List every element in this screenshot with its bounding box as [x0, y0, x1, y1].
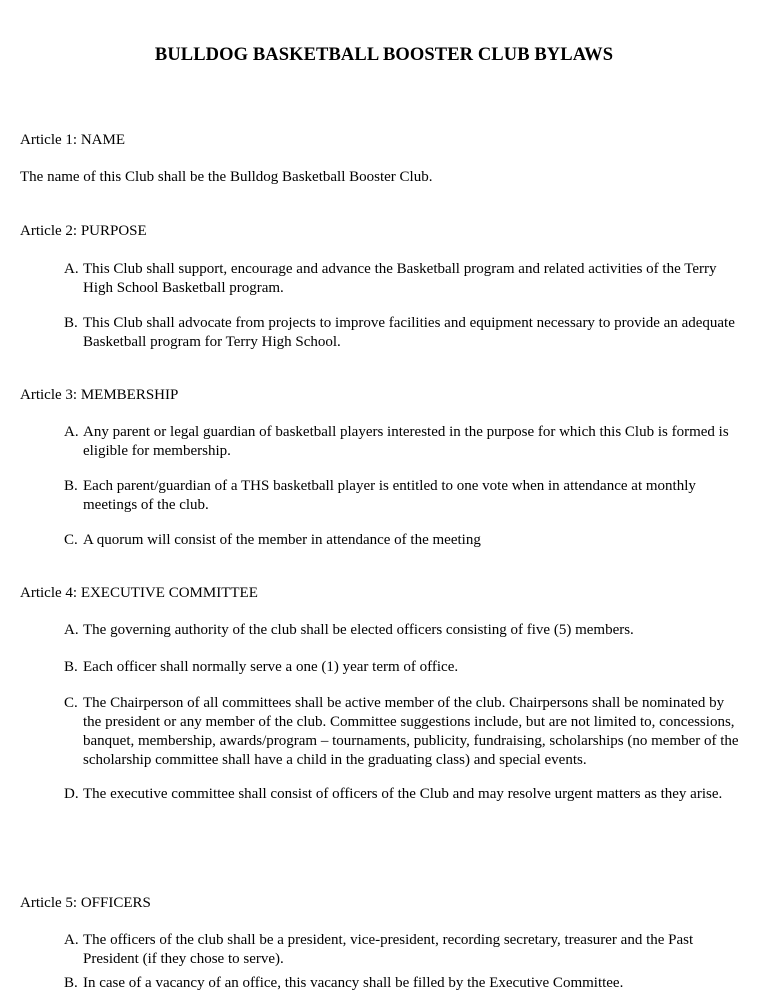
item-letter: B. — [64, 659, 78, 675]
item-text: The governing authority of the club shall be elected officers consisting of five (5) members. — [83, 622, 634, 638]
item-text: Any parent or legal guardian of basketball players interested in the purpose for which this Club is formed is eligible for membership. — [83, 424, 729, 459]
item-letter: C. — [64, 532, 78, 548]
article-3-item-c — [64, 531, 743, 550]
item-text: The officers of the club shall be a president, vice-president, recording secretary, treasurer and the Past President (if they chose to serve). — [83, 932, 694, 967]
item-letter: C. — [64, 695, 78, 711]
article-5-item-a — [64, 931, 743, 969]
item-text: This Club shall support, encourage and advance the Basketball program and related activities of the Terry High School Basketball program. — [83, 261, 717, 296]
item-text: In case of a vacancy of an office, this vacancy shall be filled by the Executive Committee. — [83, 975, 624, 991]
item-letter: A. — [64, 261, 79, 277]
item-text: This Club shall advocate from projects to improve facilities and equipment necessary to provide an adequate Basketball program for Terry High School. — [83, 315, 735, 350]
article-2-item-b — [64, 314, 743, 352]
item-letter: A. — [64, 932, 79, 948]
article-5-heading: Article 5: OFFICERS — [20, 895, 151, 911]
article-4-item-b — [64, 658, 743, 677]
item-text: Each parent/guardian of a THS basketball player is entitled to one vote when in attendance at monthly meetings of the club. — [83, 478, 696, 513]
item-letter: B. — [64, 975, 78, 991]
document-title: BULLDOG BASKETBALL BOOSTER CLUB BYLAWS — [154, 45, 614, 65]
item-text: The Chairperson of all committees shall be active member of the club. Chairpersons shall be nominated by the president or any member of the club. Committee suggestions include, but are not limited to, concessions, banquet, membership, awards/program – tournaments, publicity, fundraising, scholarships (no member of the scholarship committee shall have a child in the graduating class) and special events. — [83, 695, 739, 768]
article-4-item-a — [64, 621, 743, 640]
item-text: Each officer shall normally serve a one (1) year term of office. — [83, 659, 459, 675]
item-text: A quorum will consist of the member in attendance of the meeting — [83, 532, 481, 548]
article-4-item-c — [64, 694, 743, 770]
article-4-heading: Article 4: EXECUTIVE COMMITTEE — [20, 585, 258, 601]
article-1-text: The name of this Club shall be the Bulldog Basketball Booster Club. — [20, 169, 433, 185]
article-2-heading: Article 2: PURPOSE — [20, 223, 147, 239]
article-1-heading: Article 1: NAME — [20, 132, 125, 148]
article-2-item-a — [64, 260, 743, 298]
item-letter: A. — [64, 622, 79, 638]
article-3-item-b — [64, 477, 743, 515]
item-letter: B. — [64, 478, 78, 494]
article-3-heading: Article 3: MEMBERSHIP — [20, 387, 179, 403]
article-4-item-d — [64, 785, 743, 804]
item-text: The executive committee shall consist of officers of the Club and may resolve urgent matters as they arise. — [83, 786, 723, 802]
article-3-item-a — [64, 423, 743, 461]
article-5-item-b — [64, 974, 743, 993]
item-letter: D. — [64, 786, 79, 802]
item-letter: B. — [64, 315, 78, 331]
item-letter: A. — [64, 424, 79, 440]
